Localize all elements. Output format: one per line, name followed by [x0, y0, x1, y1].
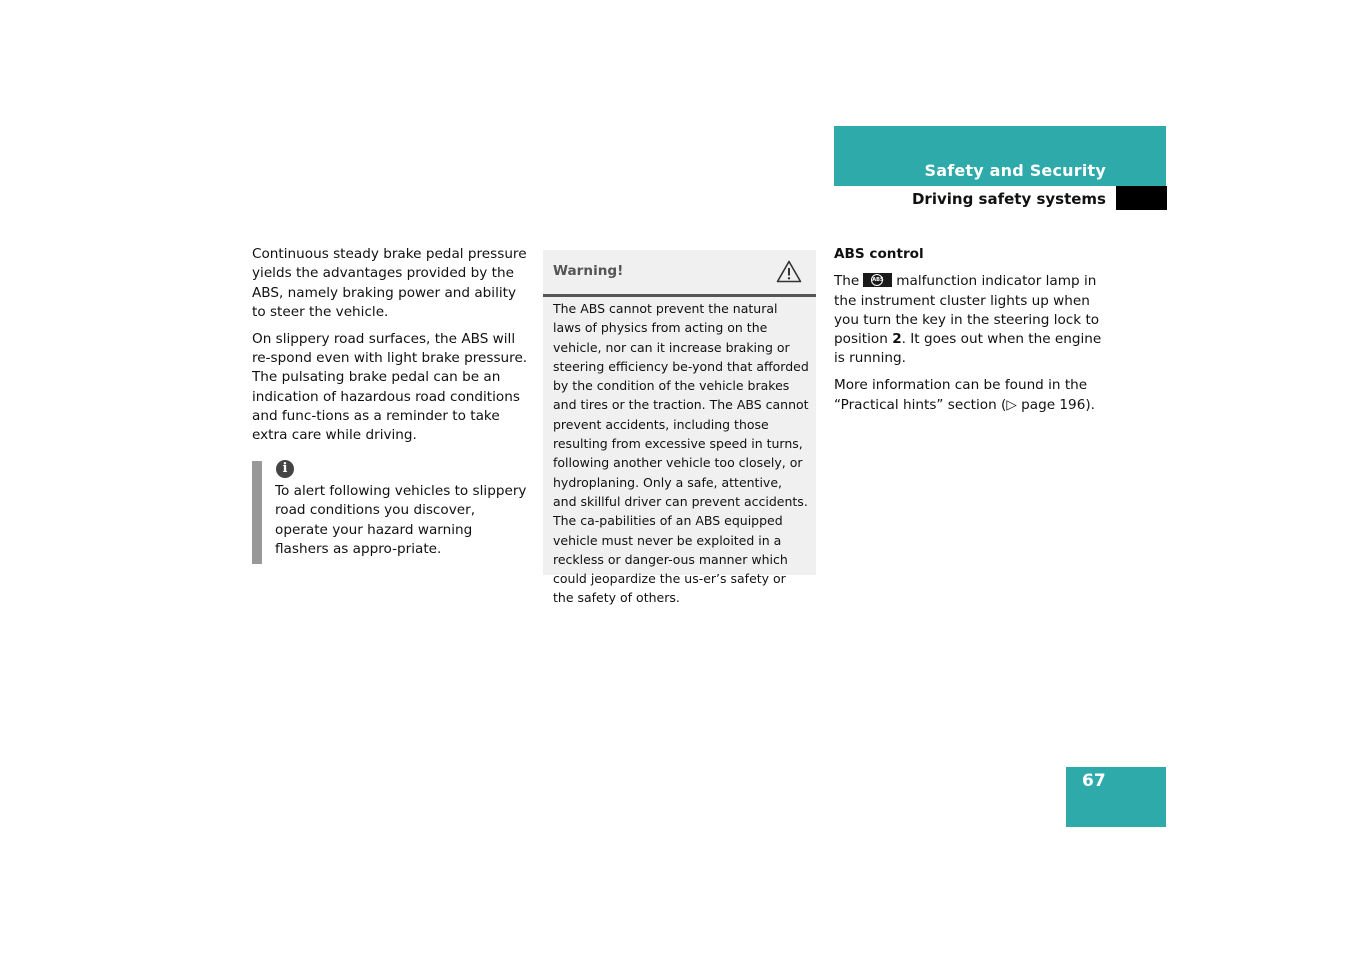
note-bar [252, 461, 262, 564]
text-fragment: malfunction indicator lamp in the instrument cluster lights up when you turn the key in the steering lock to position [834, 273, 1100, 348]
paragraph: On slippery road surfaces, the ABS will re-spond even with light brake pressure. The pulsating brake pedal can be an indication of hazardous road conditions and func-tions as a reminder to take extra care while driving. [252, 330, 528, 444]
note-text: To alert following vehicles to slippery road conditions you discover, operate your hazard warning flashers as appro-priate. [275, 483, 527, 557]
position-number: 2 [892, 331, 902, 348]
warning-title: Warning! [553, 263, 624, 279]
section-tab-marker [1116, 186, 1167, 210]
info-icon: i [276, 460, 294, 478]
paragraph: Continuous steady brake pedal pressure yields the advantages provided by the ABS, namely braking power and ability to steer the vehicle. [252, 246, 527, 320]
info-note [252, 461, 528, 564]
section-title: Safety and Security [924, 161, 1106, 180]
paragraph [834, 272, 1109, 368]
column-left [252, 245, 528, 453]
text-fragment: . It goes out when the engine is running. [834, 331, 1102, 367]
abs-indicator-lamp-icon [863, 273, 892, 287]
warning-triangle-icon [776, 260, 802, 283]
subsection-title: Driving safety systems [911, 190, 1106, 208]
warning-header [543, 250, 816, 297]
page-number-box [1066, 767, 1166, 827]
abs-control-heading: ABS control [834, 246, 924, 262]
warning-box [543, 250, 816, 606]
text-fragment: The [834, 273, 860, 290]
warning-text: The ABS cannot prevent the natural laws of physics from acting on the vehicle, nor can it increase braking or steering efficiency be-yond that afforded by the condition of the vehicle brakes and tires or the traction. The ABS cannot prevent accidents, including those resulting from excessive speed in turns, following another vehicle too closely, or hydroplaning. Only a safe, attentive, and skillful driver can prevent accidents. The ca-pabilities of an ABS equipped vehicle must never be exploited in a reckless or danger-ous manner which could jeopardize the us-er’s safety or the safety of others. [553, 301, 809, 606]
column-right [834, 245, 1109, 422]
section-header [834, 126, 1166, 186]
page-number: 67 [1082, 771, 1106, 791]
paragraph: More information can be found in the “Practical hints” section (▷ page 196). [834, 377, 1095, 413]
abs-lamp-label: ABS [871, 274, 883, 286]
